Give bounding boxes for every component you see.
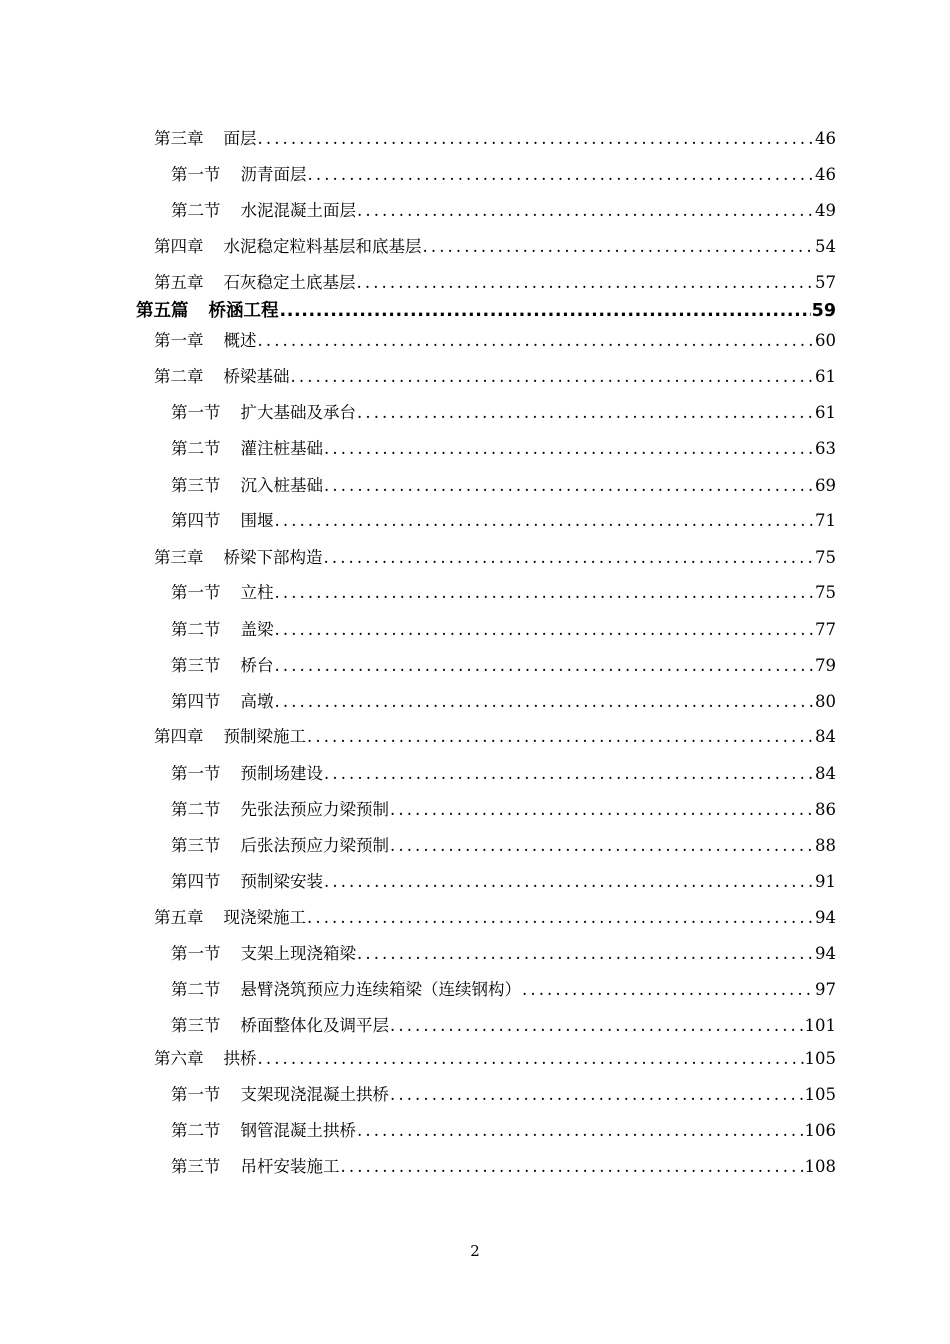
toc-entry-page: 69 — [815, 476, 836, 495]
dot-leader — [275, 691, 815, 713]
dot-leader — [275, 582, 815, 604]
toc-entry-page: 97 — [815, 980, 836, 999]
dot-leader — [357, 1120, 804, 1142]
toc-entry-label: 第三章 — [154, 548, 204, 567]
toc-entry-title: 预制场建设 — [240, 764, 323, 783]
toc-entry-page: 49 — [815, 201, 836, 220]
dot-leader — [390, 1015, 804, 1037]
toc-entry[interactable] — [154, 272, 836, 294]
toc-entry-page: 71 — [815, 511, 836, 530]
dot-leader — [357, 943, 814, 965]
dot-leader — [390, 835, 814, 857]
toc-entry-page: 63 — [815, 439, 836, 458]
toc-entry-title: 石灰稳定土底基层 — [223, 273, 356, 292]
toc-entry-label: 第五章 — [154, 908, 204, 927]
toc-entry-title: 桥台 — [240, 656, 274, 675]
toc-entry[interactable] — [154, 330, 836, 352]
toc-entry-title: 预制梁施工 — [223, 727, 306, 746]
toc-entry-label: 第一节 — [171, 403, 221, 422]
dot-leader — [357, 402, 814, 424]
toc-entry-label: 第四章 — [154, 727, 204, 746]
dot-leader — [357, 272, 815, 294]
toc-entry[interactable] — [171, 438, 836, 460]
toc-entry-title: 桥面整体化及调平层 — [240, 1016, 389, 1035]
dot-leader — [275, 655, 815, 677]
dot-leader — [258, 330, 815, 352]
toc-entry[interactable] — [171, 1156, 836, 1178]
toc-entry-page: 61 — [815, 403, 836, 422]
dot-leader — [522, 979, 814, 1001]
toc-entry-label: 第三节 — [171, 1016, 221, 1035]
toc-entry[interactable] — [154, 128, 836, 150]
toc-entry-title: 桥梁基础 — [223, 367, 290, 386]
toc-entry[interactable] — [171, 164, 836, 186]
toc-entry-title: 灌注桩基础 — [240, 439, 323, 458]
toc-entry-page: 60 — [815, 331, 836, 350]
toc-entry-label: 第一节 — [171, 1085, 221, 1104]
toc-entry-page: 94 — [815, 908, 836, 927]
toc-entry-title: 水泥混凝土面层 — [240, 201, 356, 220]
toc-entry-label: 第二节 — [171, 439, 221, 458]
toc-entry-label: 第三节 — [171, 476, 221, 495]
toc-entry-page: 105 — [804, 1049, 836, 1068]
dot-leader — [390, 799, 814, 821]
toc-entry-title: 拱桥 — [223, 1049, 257, 1068]
toc-entry-label: 第二节 — [171, 800, 221, 819]
toc-entry-label: 第三章 — [154, 129, 204, 148]
toc-entry-label: 第二节 — [171, 1121, 221, 1140]
toc-entry-label: 第五篇 — [136, 301, 189, 321]
toc-entry-page: 105 — [804, 1085, 836, 1104]
toc-entry-label: 第二章 — [154, 367, 204, 386]
toc-entry[interactable] — [171, 1084, 836, 1106]
toc-entry[interactable] — [171, 200, 836, 222]
dot-leader — [307, 907, 814, 929]
toc-entry[interactable] — [171, 582, 836, 604]
toc-entry[interactable] — [171, 510, 836, 532]
toc-entry-title: 沉入桩基础 — [240, 476, 323, 495]
toc-entry-title: 面层 — [223, 129, 257, 148]
dot-leader — [280, 300, 811, 322]
toc-entry[interactable] — [171, 691, 836, 713]
toc-entry-page: 88 — [815, 836, 836, 855]
dot-leader — [324, 475, 814, 497]
toc-entry-label: 第二节 — [171, 980, 221, 999]
toc-entry[interactable] — [171, 871, 836, 893]
toc-entry-page: 106 — [804, 1121, 836, 1140]
dot-leader — [324, 871, 814, 893]
toc-entry[interactable] — [171, 943, 836, 965]
toc-entry-page: 108 — [804, 1157, 836, 1176]
toc-entry[interactable] — [171, 979, 836, 1001]
dot-leader — [275, 619, 815, 641]
toc-entry-page: 46 — [815, 129, 836, 148]
dot-leader — [275, 510, 815, 532]
dot-leader — [341, 1156, 804, 1178]
toc-entry-page: 84 — [815, 727, 836, 746]
toc-entry-title: 先张法预应力梁预制 — [240, 800, 389, 819]
dot-leader — [324, 763, 814, 785]
toc-entry-page: 94 — [815, 944, 836, 963]
dot-leader — [307, 726, 814, 748]
toc-entry-title: 桥梁下部构造 — [223, 548, 323, 567]
toc-entry-label: 第一章 — [154, 331, 204, 350]
toc-entry-label: 第四章 — [154, 237, 204, 256]
toc-entry-label: 第四节 — [171, 692, 221, 711]
toc-entry-label: 第三节 — [171, 836, 221, 855]
toc-entry[interactable] — [154, 236, 836, 258]
toc-entry-title: 钢管混凝土拱桥 — [240, 1121, 356, 1140]
toc-entry[interactable] — [154, 547, 836, 569]
toc-entry-title: 盖梁 — [240, 620, 274, 639]
dot-leader — [423, 236, 815, 258]
toc-entry-title: 沥青面层 — [240, 165, 307, 184]
toc-entry[interactable] — [171, 655, 836, 677]
dot-leader — [308, 164, 815, 186]
toc-entry-page: 77 — [815, 620, 836, 639]
toc-entry-page: 84 — [815, 764, 836, 783]
toc-entry-title: 高墩 — [240, 692, 274, 711]
dot-leader — [258, 1048, 804, 1070]
toc-entry-label: 第六章 — [154, 1049, 204, 1068]
toc-entry-page: 79 — [815, 656, 836, 675]
toc-entry-title: 立柱 — [240, 583, 274, 602]
toc-entry-title: 桥涵工程 — [208, 301, 279, 321]
toc-entry[interactable] — [171, 763, 836, 785]
toc-entry[interactable] — [154, 726, 836, 748]
toc-entry-title: 吊杆安装施工 — [240, 1157, 340, 1176]
toc-entry-page: 75 — [815, 583, 836, 602]
toc-entry-label: 第一节 — [171, 764, 221, 783]
toc-entry[interactable] — [171, 1015, 836, 1037]
toc-entry[interactable] — [171, 1120, 836, 1142]
toc-entry-label: 第一节 — [171, 944, 221, 963]
toc-entry-title: 现浇梁施工 — [223, 908, 306, 927]
toc-entry[interactable] — [136, 300, 836, 322]
toc-entry-page: 57 — [815, 273, 836, 292]
toc-entry-label: 第五章 — [154, 273, 204, 292]
toc-entry-page: 80 — [815, 692, 836, 711]
toc-entry-title: 悬臂浇筑预应力连续箱梁（连续钢构） — [240, 980, 521, 999]
toc-entry[interactable] — [171, 475, 836, 497]
toc-entry-label: 第一节 — [171, 165, 221, 184]
toc-entry-label: 第三节 — [171, 1157, 221, 1176]
toc-entry[interactable] — [154, 366, 836, 388]
toc-entry-page: 101 — [804, 1016, 836, 1035]
toc-entry-page: 61 — [815, 367, 836, 386]
toc-entry-label: 第二节 — [171, 620, 221, 639]
toc-entry-title: 预制梁安装 — [240, 872, 323, 891]
dot-leader — [390, 1084, 804, 1106]
toc-entry-title: 支架现浇混凝土拱桥 — [240, 1085, 389, 1104]
toc-entry-title: 围堰 — [240, 511, 274, 530]
toc-entry[interactable] — [154, 907, 836, 929]
toc-entry-title: 水泥稳定粒料基层和底基层 — [223, 237, 422, 256]
toc-entry-title: 支架上现浇箱梁 — [240, 944, 356, 963]
toc-entry-title: 扩大基础及承台 — [240, 403, 356, 422]
toc-entry-page: 75 — [815, 548, 836, 567]
toc-entry[interactable] — [171, 835, 836, 857]
toc-entry-label: 第二节 — [171, 201, 221, 220]
toc-entry[interactable] — [154, 1048, 836, 1070]
dot-leader — [324, 438, 814, 460]
toc-entry-title: 后张法预应力梁预制 — [240, 836, 389, 855]
toc-entry-label: 第四节 — [171, 511, 221, 530]
toc-entry[interactable] — [171, 799, 836, 821]
toc-entry-label: 第一节 — [171, 583, 221, 602]
dot-leader — [258, 128, 815, 150]
dot-leader — [324, 547, 815, 569]
toc-entry-page: 54 — [815, 237, 836, 256]
toc-entry[interactable] — [171, 402, 836, 424]
dot-leader — [357, 200, 814, 222]
toc-entry-label: 第四节 — [171, 872, 221, 891]
toc-entry-page: 91 — [815, 872, 836, 891]
toc-entry-title: 概述 — [223, 331, 257, 350]
page-number: 2 — [470, 1242, 480, 1260]
toc-entry-page: 46 — [815, 165, 836, 184]
toc-entry-page: 86 — [815, 800, 836, 819]
toc-entry[interactable] — [171, 619, 836, 641]
dot-leader — [291, 366, 815, 388]
toc-entry-label: 第三节 — [171, 656, 221, 675]
toc-entry-page: 59 — [811, 301, 836, 321]
